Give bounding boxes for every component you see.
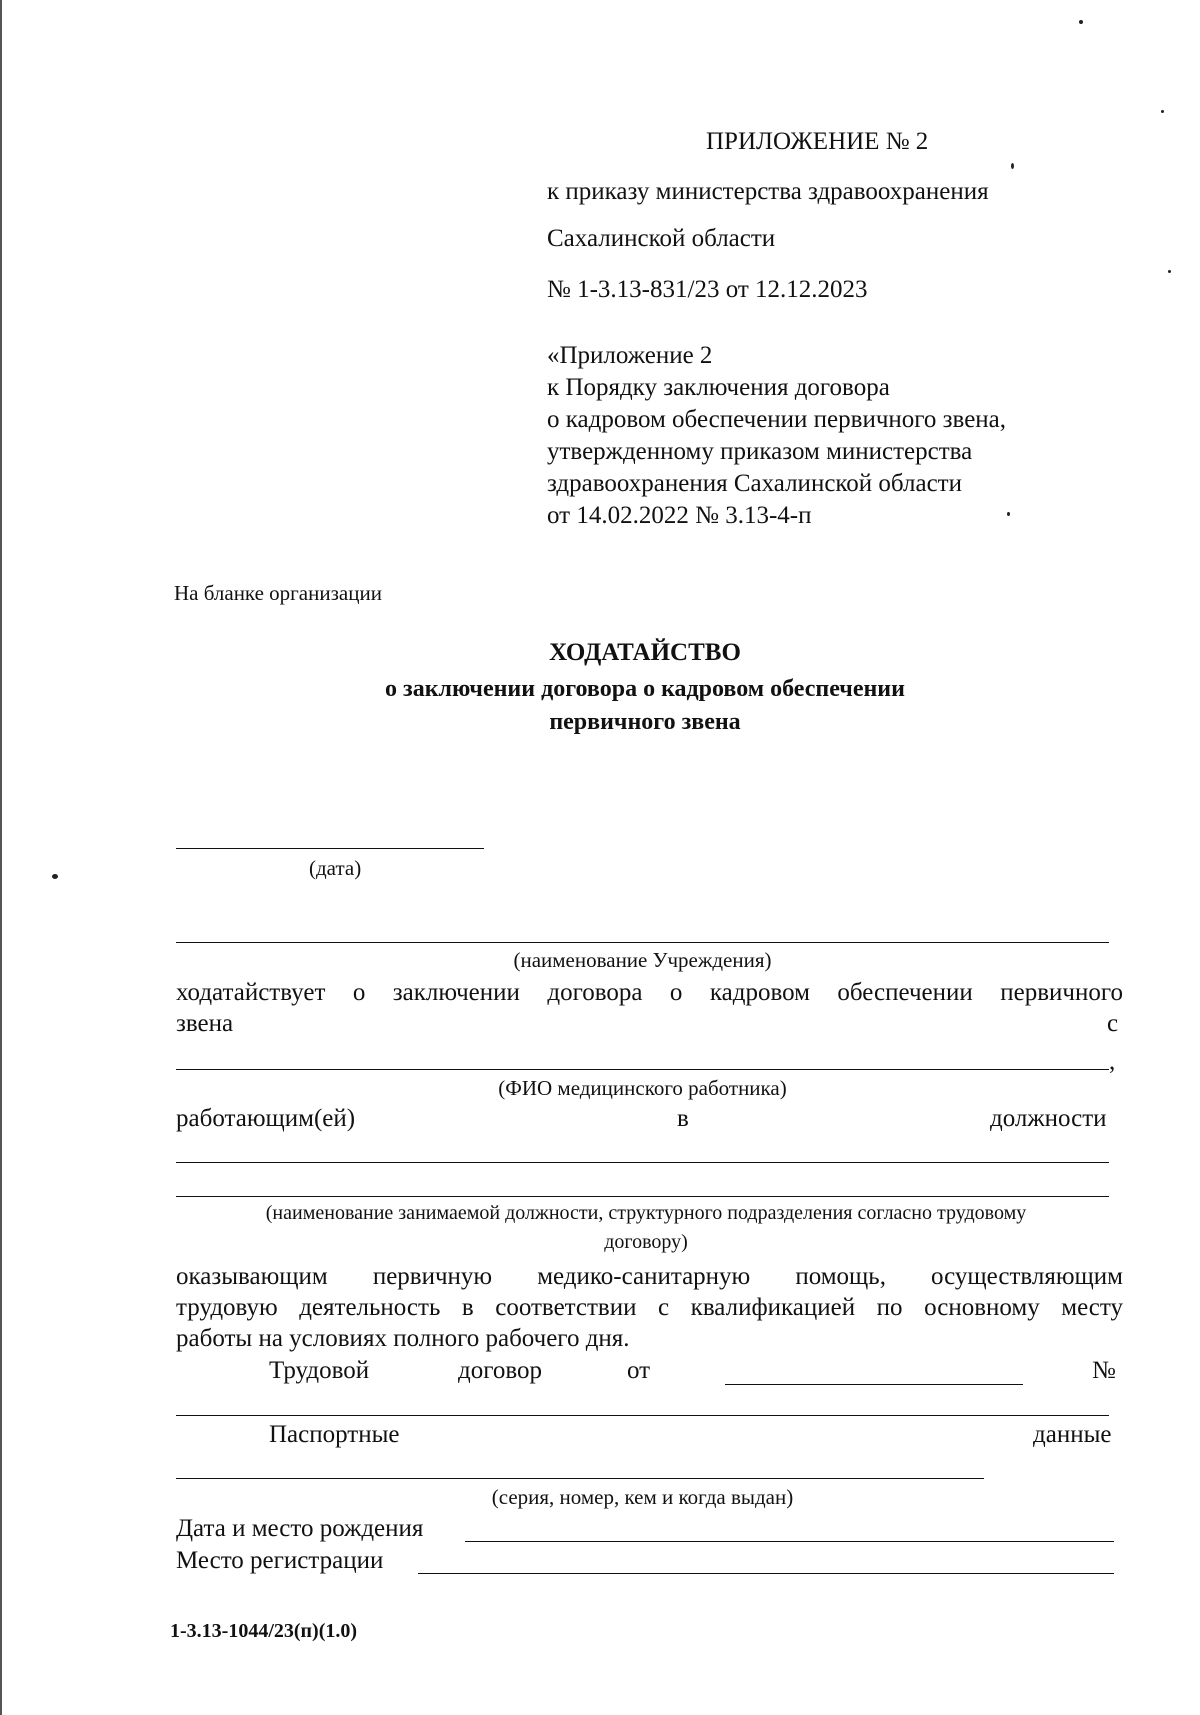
- sub-appendix-line-4: утвержденному приказом министерства: [547, 438, 973, 465]
- position-field-line-1: [176, 1162, 1109, 1163]
- position-caption-2: договору): [604, 1231, 688, 1253]
- contract-word-1: Трудовой: [269, 1357, 370, 1384]
- passport-word-1: Паспортные: [269, 1421, 400, 1448]
- letterhead-note: На бланке организации: [174, 581, 382, 605]
- scan-speck: [1007, 512, 1010, 516]
- services-line-2: трудовую деятельность в соответствии с квалификацией по основному месту: [176, 1294, 1123, 1321]
- footer-document-code: 1-3.13-1044/23(п)(1.0): [170, 1620, 358, 1642]
- sub-appendix-line-5: здравоохранения Сахалинской области: [547, 470, 962, 497]
- scan-speck: [1168, 270, 1171, 273]
- appendix-number-line: № 1-3.13-831/23 от 12.12.2023: [547, 276, 868, 303]
- contract-number-sign: №: [1092, 1357, 1116, 1384]
- scan-speck: [52, 874, 58, 879]
- contract-number-field-line: [176, 1415, 1109, 1416]
- passport-caption: (серия, номер, кем и когда выдан): [491, 1485, 794, 1509]
- appendix-title: ПРИЛОЖЕНИЕ № 2: [706, 128, 929, 155]
- document-subtitle-1: о заключении договора о кадровом обеспечении: [385, 676, 905, 702]
- date-caption: (дата): [309, 856, 362, 880]
- registration-field-line: [418, 1573, 1114, 1574]
- petition-line-2-left: звена: [176, 1010, 234, 1037]
- petition-line-2-right: с: [1107, 1010, 1119, 1037]
- scan-speck: [1161, 110, 1164, 113]
- worker-name-comma: ,: [1109, 1048, 1116, 1075]
- passport-field-line: [176, 1478, 984, 1479]
- services-line-1: оказывающим первичную медико-санитарную помощь, осуществляющим: [176, 1263, 1123, 1290]
- working-word-3: должности: [990, 1105, 1107, 1132]
- institution-field-line: [176, 942, 1109, 943]
- petition-line-1: ходатайствует о заключении договора о кадровом обеспечении первичного: [176, 979, 1123, 1006]
- scan-left-edge: [0, 0, 2, 1715]
- sub-appendix-line-3: о кадровом обеспечении первичного звена,: [547, 406, 1007, 433]
- services-line-3: работы на условиях полного рабочего дня.: [176, 1325, 630, 1352]
- position-caption-1: (наименование занимаемой должности, структурного подразделения согласно трудовому: [265, 1202, 1027, 1224]
- scan-speck: [1011, 163, 1014, 169]
- scan-speck: [1079, 20, 1083, 24]
- worker-caption: (ФИО медицинского работника): [498, 1076, 787, 1100]
- contract-word-3: от: [627, 1357, 651, 1384]
- appendix-region-line: Сахалинской области: [547, 225, 776, 252]
- contract-date-field-line: [725, 1384, 1023, 1385]
- passport-word-2: данные: [1033, 1421, 1112, 1448]
- birth-field-line: [465, 1541, 1114, 1542]
- registration-label: Место регистрации: [176, 1547, 384, 1574]
- sub-appendix-line-6: от 14.02.2022 № 3.13-4-п: [547, 502, 812, 529]
- working-word-1: работающим(ей): [176, 1105, 356, 1132]
- working-word-2: в: [677, 1105, 689, 1132]
- sub-appendix-line-1: «Приложение 2: [547, 342, 713, 369]
- contract-word-2: договор: [458, 1357, 542, 1384]
- worker-name-field-line: [176, 1069, 1109, 1070]
- institution-caption: (наименование Учреждения): [513, 948, 772, 972]
- birth-label: Дата и место рождения: [176, 1515, 424, 1542]
- date-field-line: [176, 848, 484, 849]
- sub-appendix-line-2: к Порядку заключения договора: [547, 374, 890, 401]
- document-subtitle-2: первичного звена: [549, 709, 741, 735]
- document-title: ХОДАТАЙСТВО: [549, 639, 741, 666]
- appendix-order-line: к приказу министерства здравоохранения: [547, 178, 989, 205]
- position-field-line-2: [176, 1196, 1109, 1197]
